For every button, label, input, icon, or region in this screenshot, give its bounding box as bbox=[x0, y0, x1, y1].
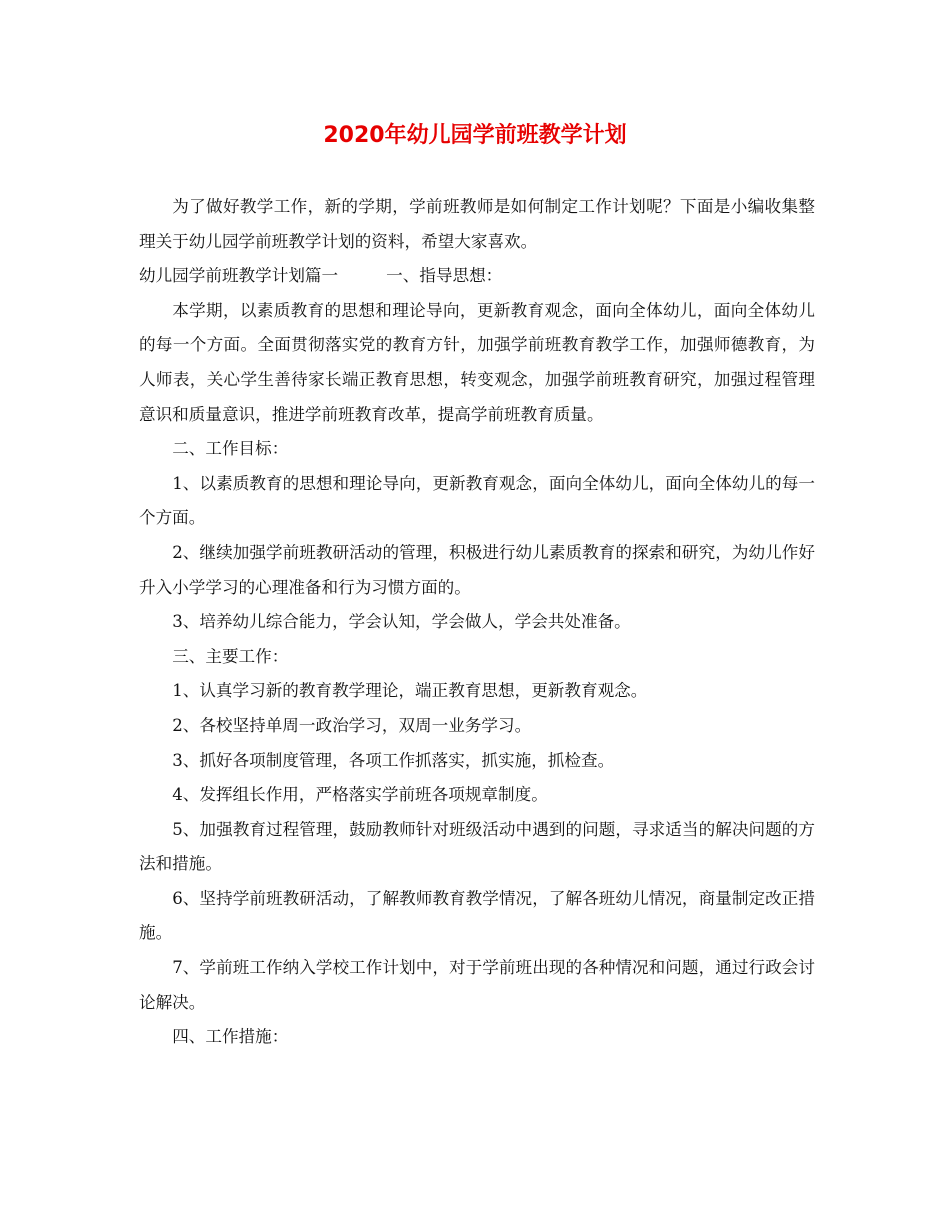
part-heading-line bbox=[139, 259, 815, 294]
section-heading-work-goals: 二、工作目标： bbox=[172, 439, 289, 459]
part-label: 幼儿园学前班教学计划篇一 bbox=[139, 266, 339, 286]
work-goal-item: 3、培养幼儿综合能力，学会认知，学会做人，学会共处准备。 bbox=[172, 612, 631, 632]
intro-paragraph: 为了做好教学工作，新的学期，学前班教师是如何制定工作计划呢？下面是小编收集整理关于幼儿园学前班教学计划的资料，希望大家喜欢。 bbox=[139, 197, 815, 251]
main-work-item: 7、学前班工作纳入学校工作计划中，对于学前班出现的各种情况和问题，通过行政会讨论解决。 bbox=[139, 958, 815, 1012]
guiding-ideas-paragraph: 本学期，以素质教育的思想和理论导向，更新教育观念，面向全体幼儿，面向全体幼儿的每一个方面。全面贯彻落实党的教育方针，加强学前班教育教学工作，加强师德教育，为人师表，关心学生善待家长端正教育思想，转变观念，加强学前班教育研究，加强过程管理意识和质量意识，推进学前班教育改革，提高学前班教育质量。 bbox=[139, 300, 815, 424]
main-work-item: 5、加强教育过程管理，鼓励教师针对班级活动中遇到的问题，寻求适当的解决问题的方法和措施。 bbox=[139, 819, 815, 874]
main-work-item: 1、认真学习新的教育教学理论，端正教育思想，更新教育观念。 bbox=[172, 681, 648, 701]
section-heading-guiding-ideas: 一、指导思想： bbox=[386, 266, 503, 286]
main-work-item: 6、坚持学前班教研活动，了解教师教育教学情况，了解各班幼儿情况，商量制定改正措施。 bbox=[139, 888, 815, 943]
work-goal-item: 1、以素质教育的思想和理论导向，更新教育观念，面向全体幼儿，面向全体幼儿的每一个方面。 bbox=[139, 473, 815, 528]
section-heading-work-measures: 四、工作措施： bbox=[172, 1027, 289, 1047]
main-work-item: 4、发挥组长作用，严格落实学前班各项规章制度。 bbox=[172, 785, 548, 805]
section-heading-main-work: 三、主要工作： bbox=[172, 646, 289, 666]
document-title: 2020年幼儿园学前班教学计划 bbox=[323, 123, 627, 148]
document-body bbox=[139, 190, 815, 1055]
main-work-item: 3、抓好各项制度管理，各项工作抓落实，抓实施，抓检查。 bbox=[172, 750, 615, 770]
main-work-item: 2、各校坚持单周一政治学习，双周一业务学习。 bbox=[172, 715, 532, 735]
work-goal-item: 2、继续加强学前班教研活动的管理，积极进行幼儿素质教育的探索和研究，为幼儿作好升入小学学习的心理准备和行为习惯方面的。 bbox=[139, 542, 815, 597]
